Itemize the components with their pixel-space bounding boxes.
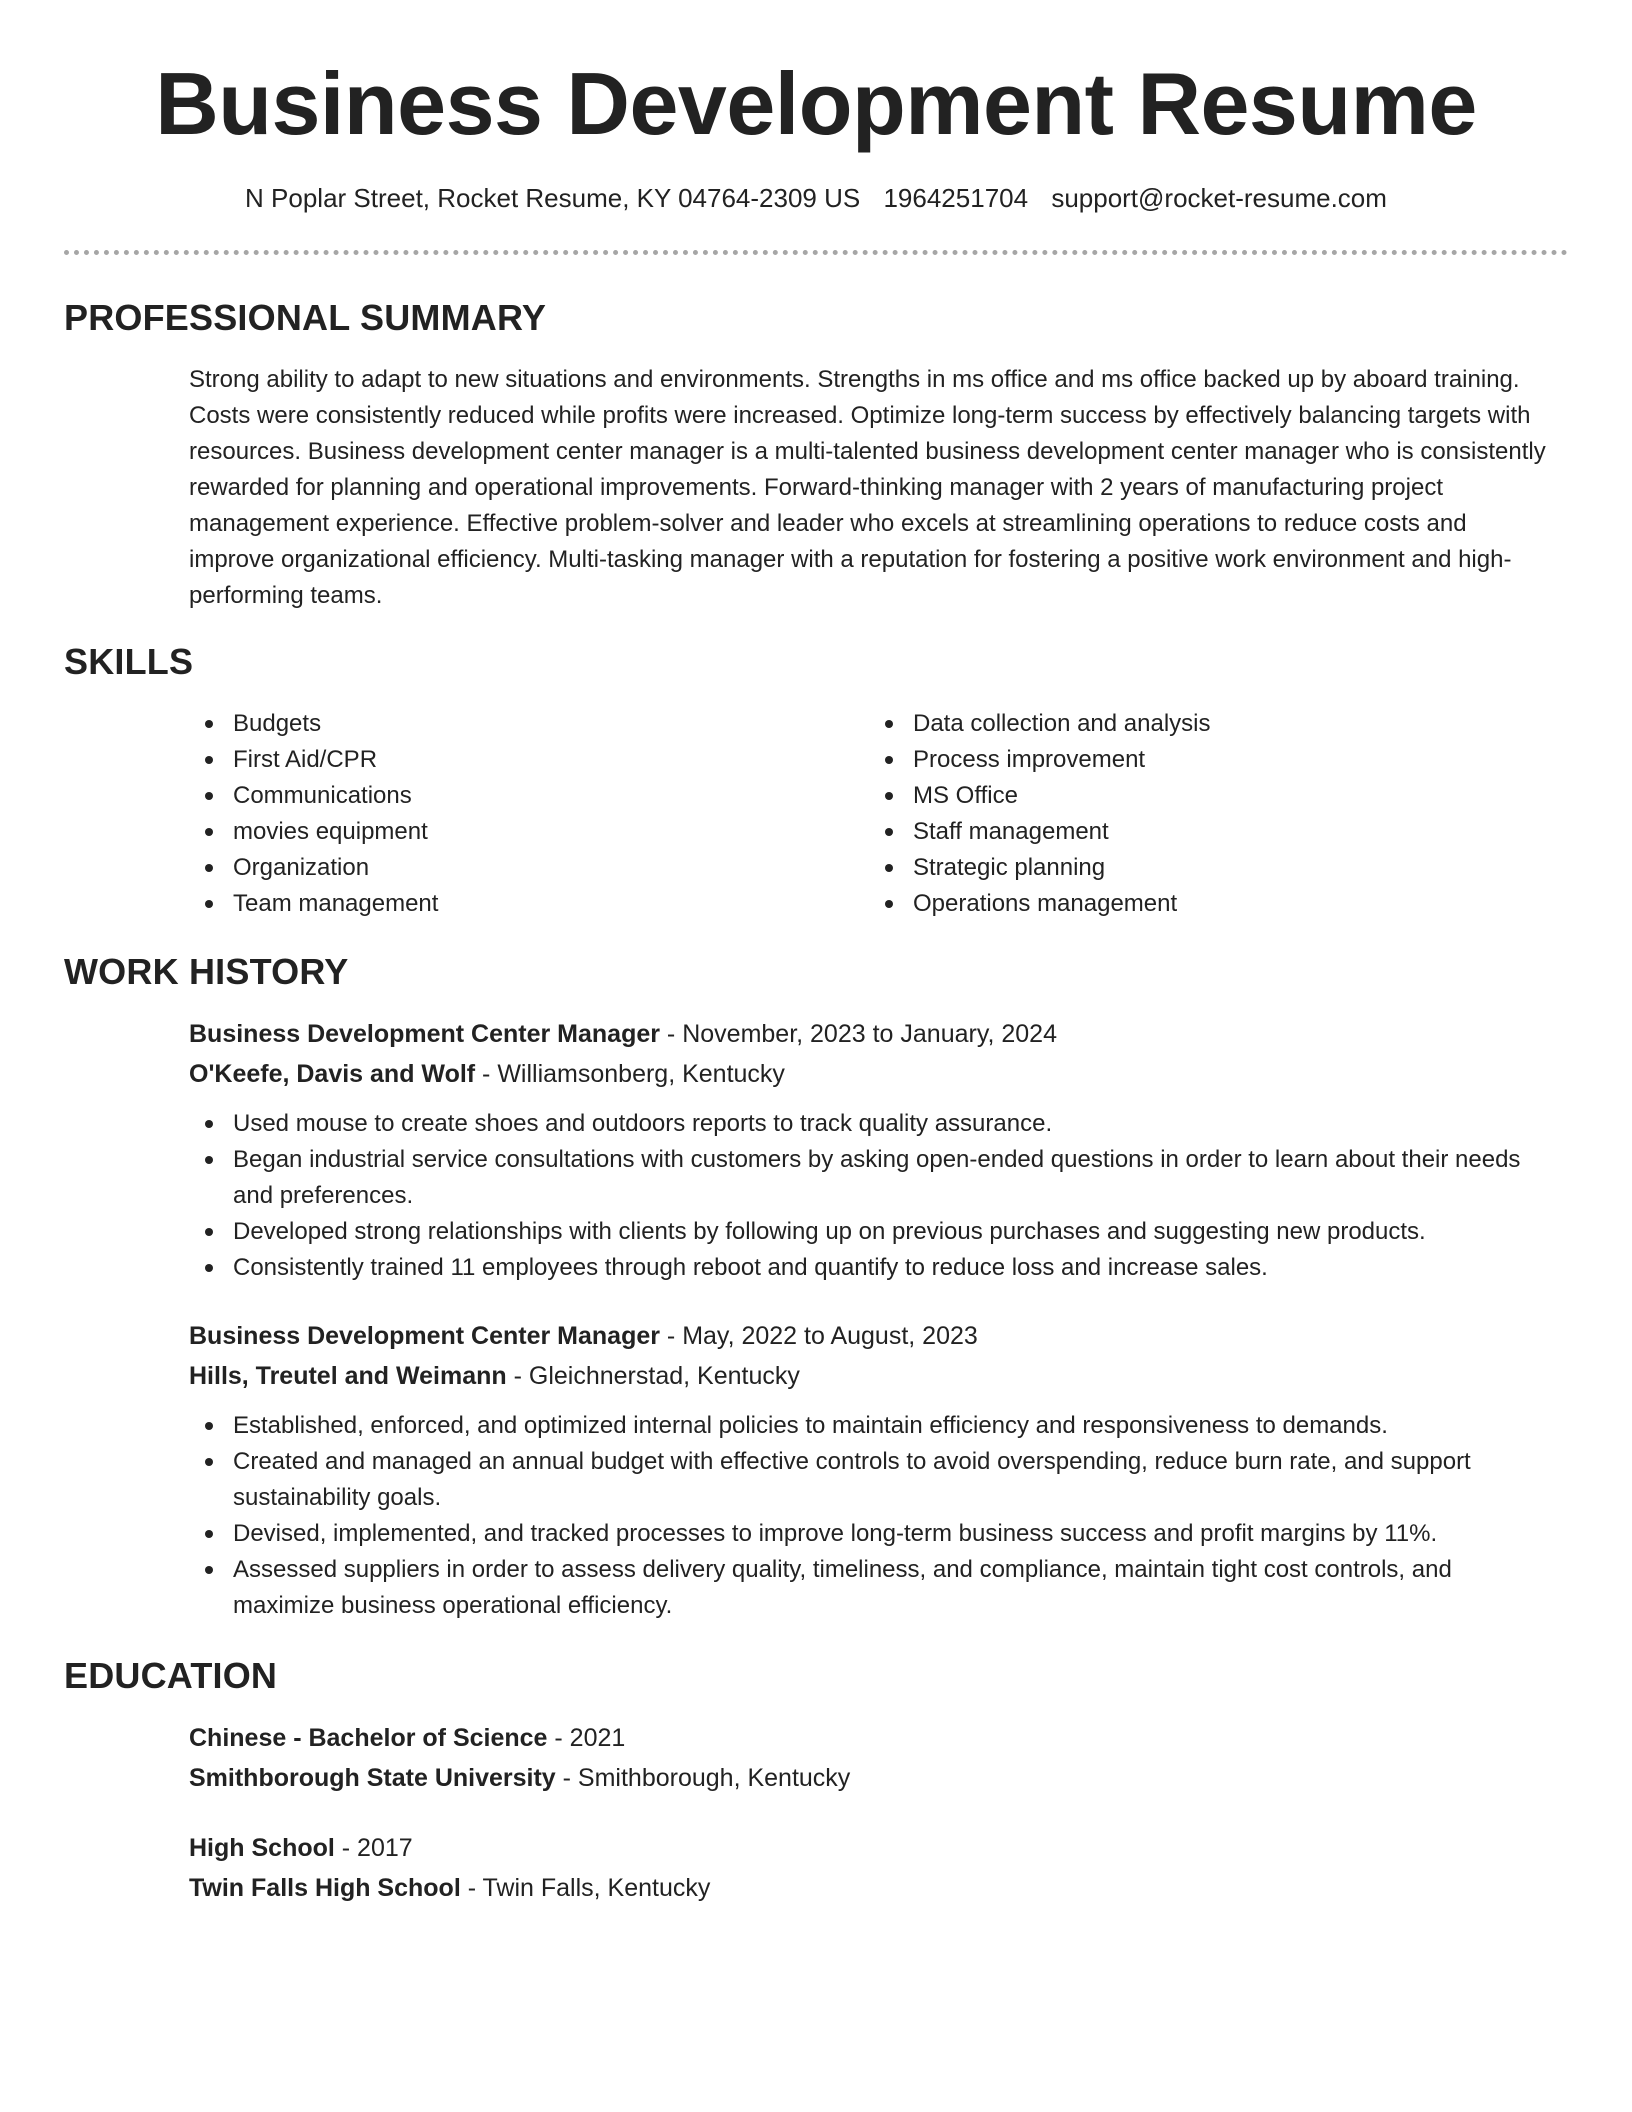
job-entry xyxy=(189,1316,1549,1624)
skill-item: Communications xyxy=(189,778,869,814)
header-divider xyxy=(64,250,1568,255)
job-bullets xyxy=(189,1408,1549,1624)
skill-item: Budgets xyxy=(189,706,869,742)
skills-left-column xyxy=(189,706,869,922)
job-entry xyxy=(189,1014,1549,1286)
job-bullets xyxy=(189,1106,1549,1286)
education-entry xyxy=(189,1828,1549,1908)
skill-item: Team management xyxy=(189,886,869,922)
education-degree-line xyxy=(189,1828,1549,1868)
summary-heading: PROFESSIONAL SUMMARY xyxy=(64,297,547,338)
job-dates: - May, 2022 to August, 2023 xyxy=(659,1322,978,1350)
job-dates: - November, 2023 to January, 2024 xyxy=(659,1020,1057,1048)
skill-item: movies equipment xyxy=(189,814,869,850)
contact-address: N Poplar Street, Rocket Resume, KY 04764-2309 US xyxy=(245,183,861,213)
job-company-line xyxy=(189,1054,1549,1094)
education-year: - 2021 xyxy=(547,1724,626,1752)
job-bullet: Created and managed an annual budget with effective controls to avoid overspending, reduce burn rate, and support sustainability goals. xyxy=(189,1444,1549,1516)
education-location: - Smithborough, Kentucky xyxy=(555,1764,851,1792)
skill-item: Operations management xyxy=(869,886,1549,922)
job-title-line xyxy=(189,1316,1549,1356)
job-bullet: Devised, implemented, and tracked processes to improve long-term business success and profit margins by 11%. xyxy=(189,1516,1549,1552)
contact-line xyxy=(0,180,1632,216)
contact-email[interactable]: support@rocket-resume.com xyxy=(1051,183,1387,213)
skill-item: Process improvement xyxy=(869,742,1549,778)
education-school-line xyxy=(189,1868,1549,1908)
education-entry xyxy=(189,1718,1549,1798)
summary-section xyxy=(189,362,1549,614)
skill-item: Organization xyxy=(189,850,869,886)
job-bullet: Assessed suppliers in order to assess delivery quality, timeliness, and compliance, maintain tight cost controls, and maximize business operational efficiency. xyxy=(189,1552,1549,1624)
skill-item: Strategic planning xyxy=(869,850,1549,886)
job-company-line xyxy=(189,1356,1549,1396)
education-school: Smithborough State University xyxy=(189,1764,556,1792)
skill-item: MS Office xyxy=(869,778,1549,814)
job-bullet: Consistently trained 11 employees through reboot and quantify to reduce loss and increase sales. xyxy=(189,1250,1549,1286)
job-title-line xyxy=(189,1014,1549,1054)
job-company: O'Keefe, Davis and Wolf xyxy=(189,1060,476,1088)
resume-title: Business Development Resume xyxy=(155,54,1477,153)
skill-item: Data collection and analysis xyxy=(869,706,1549,742)
job-bullet: Established, enforced, and optimized internal policies to maintain efficiency and responsiveness to demands. xyxy=(189,1408,1549,1444)
work-heading: WORK HISTORY xyxy=(64,951,349,992)
education-degree: High School xyxy=(189,1834,335,1862)
job-location: - Williamsonberg, Kentucky xyxy=(475,1060,785,1088)
job-bullet: Used mouse to create shoes and outdoors reports to track quality assurance. xyxy=(189,1106,1549,1142)
education-degree-line xyxy=(189,1718,1549,1758)
education-school-line xyxy=(189,1758,1549,1798)
job-company: Hills, Treutel and Weimann xyxy=(189,1362,507,1390)
education-school: Twin Falls High School xyxy=(189,1874,461,1902)
skills-right-column xyxy=(869,706,1549,922)
job-location: - Gleichnerstad, Kentucky xyxy=(506,1362,800,1390)
job-title: Business Development Center Manager xyxy=(189,1322,660,1350)
education-year: - 2017 xyxy=(334,1834,413,1862)
contact-phone: 1964251704 xyxy=(883,183,1029,213)
skills-section xyxy=(189,706,1549,922)
job-title: Business Development Center Manager xyxy=(189,1020,660,1048)
skill-item: Staff management xyxy=(869,814,1549,850)
job-bullet: Began industrial service consultations with customers by asking open-ended questions in order to learn about their needs and preferences. xyxy=(189,1142,1549,1214)
job-bullet: Developed strong relationships with clients by following up on previous purchases and suggesting new products. xyxy=(189,1214,1549,1250)
education-degree: Chinese - Bachelor of Science xyxy=(189,1724,548,1752)
education-location: - Twin Falls, Kentucky xyxy=(460,1874,711,1902)
summary-text: Strong ability to adapt to new situations and environments. Strengths in ms office and ms office backed up by aboard training. Costs were consistently reduced while profits were increased. Optimize long-term success by effectively balancing targets with resources. Business development center manager is a multi-talented business development center manager who is consistently rewarded for planning and operational improvements. Forward-thinking manager with 2 years of manufacturing project management experience. Effective problem-solver and leader who excels at streamlining operations to reduce costs and improve organizational efficiency. Multi-tasking manager with a reputation for fostering a positive work environment and high-performing teams. xyxy=(189,366,1546,609)
education-heading: EDUCATION xyxy=(64,1655,278,1696)
skill-item: First Aid/CPR xyxy=(189,742,869,778)
skills-heading: SKILLS xyxy=(64,641,194,682)
